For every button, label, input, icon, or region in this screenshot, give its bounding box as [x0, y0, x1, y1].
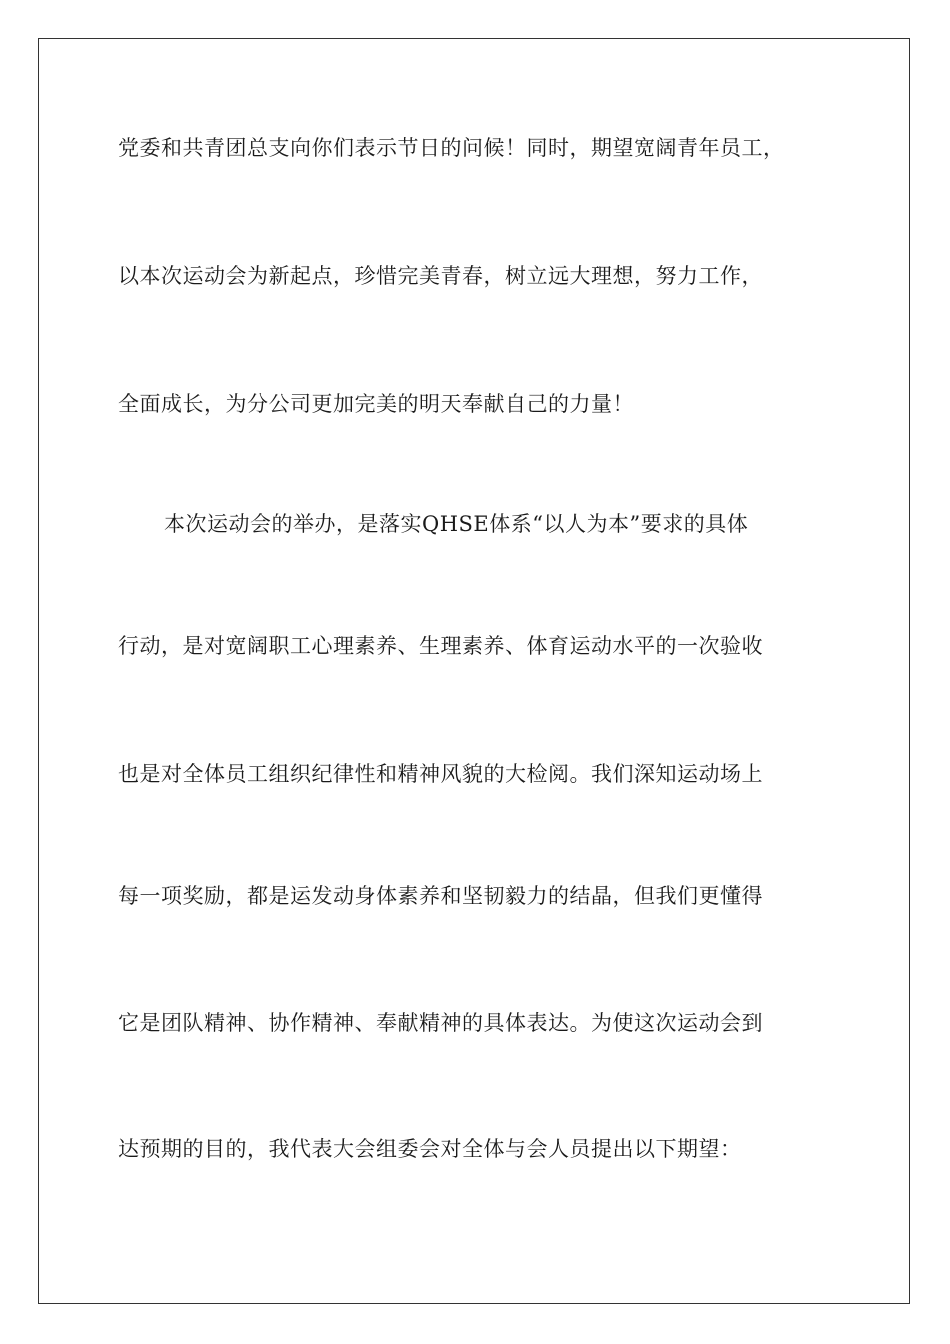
text-line: 以本次运动会为新起点，珍惜完美青春，树立远大理想，努力工作，: [118, 264, 763, 288]
text-line: 全面成长，为分公司更加完美的明天奉献自己的力量！: [118, 392, 634, 416]
text-line: 行动，是对宽阔职工心理素养、生理素养、体育运动水平的一次验收: [118, 634, 763, 658]
text-line: 它是团队精神、协作精神、奉献精神的具体表达。为使这次运动会到: [118, 1011, 763, 1035]
paragraph-first-line: 本次运动会的举办，是落实QHSE体系“以人为本”要求的具体: [164, 512, 749, 536]
text-line: 每一项奖励，都是运发动身体素养和坚韧毅力的结晶，但我们更懂得: [118, 884, 763, 908]
text-line: 党委和共青团总支向你们表示节日的问候！同时，期望宽阔青年员工，: [118, 136, 785, 160]
text-line: 达预期的目的，我代表大会组委会对全体与会人员提出以下期望：: [118, 1137, 742, 1161]
page-frame: [38, 38, 910, 1304]
text-line: 也是对全体员工组织纪律性和精神风貌的大检阅。我们深知运动场上: [118, 762, 763, 786]
